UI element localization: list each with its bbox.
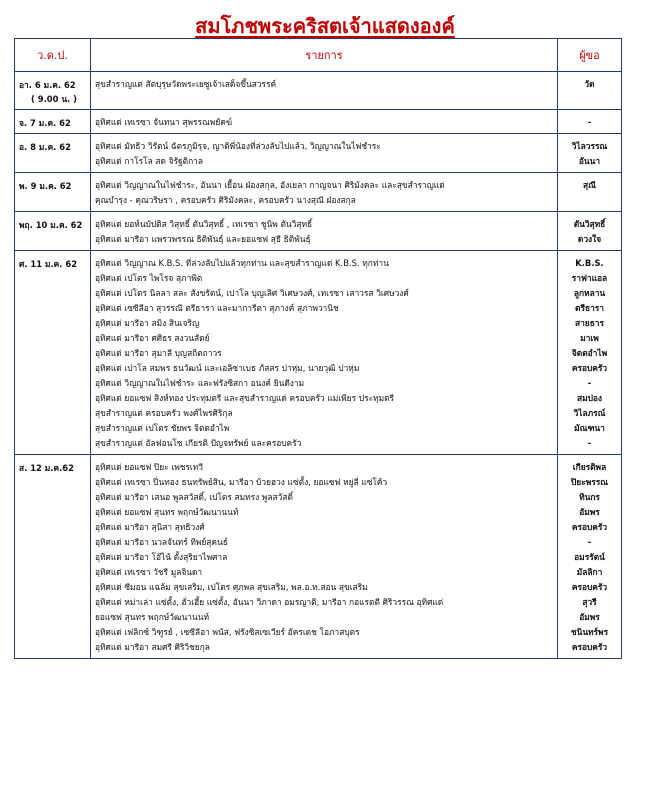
row-requester-cell [558, 72, 622, 110]
requester-name: ชนินทร์พร [570, 627, 609, 637]
requester-name: สุวรี [582, 597, 597, 607]
row-requester-cell [558, 251, 622, 455]
intention-line: อุทิศแด่ มารีอา โอ๊ไน้ ตั้งสุริยาไพศาล [95, 552, 228, 562]
table-row [15, 72, 622, 110]
requester-name: วิไลภรณ์ [573, 408, 606, 418]
table-row [15, 110, 622, 134]
row-date-cell [15, 455, 91, 659]
row-date-cell [15, 173, 91, 212]
row-date-cell [15, 134, 91, 173]
requester-name: ครอบครัว [571, 363, 608, 373]
intention-line: อุทิศแด่ เซซีลีอา สุวรรณี ตรีธารา และมาการีตา สุภางค์ สุภาพวานิช [95, 303, 339, 313]
intention-line: อุทิศแด่ มารีอา สมิง สินเจริญ [95, 318, 200, 328]
row-items-cell [91, 251, 558, 455]
requester-name: - [587, 438, 592, 448]
row-items-cell [91, 212, 558, 251]
intention-line: อุทิศแด่ เทเรซา วัชรี มูลจินดา [95, 567, 203, 577]
intention-line: อุทิศแด่ มารีอา แพรวพรรณ ธิติพันธุ์ และยอแซฟ สุธี ธิติพันธุ์ [95, 234, 311, 244]
row-requester-cell [558, 212, 622, 251]
requester-name: - [587, 117, 592, 127]
intention-line: สุขสำราญแด่ เปโตร ชัยพร จิตตอำไพ [95, 423, 230, 433]
intention-line: อุทิศแด่ เทเรซา ปิ่นทอง ธนทรัพย์สิน, มารีอา บ้วยฮวง แซ่ตั้ง, ยอแซฟ หยู่ลี่ แซ่โค้ว [95, 477, 388, 487]
intention-line: อุทิศแด่ กาโรโล สด จิรัฐติกาล [95, 156, 204, 166]
intention-line: อุทิศแด่ มารีอา ศศิธร สงวนสัตย์ [95, 333, 210, 343]
table-row [15, 173, 622, 212]
intention-line: อุทิศแด่ วิญญาณในไฟชำระ และฟรังซิสกา อนงค์ ยินดีงาม [95, 378, 305, 388]
intention-line: อุทิศแด่ เปโตร ไพโรจ สุภาพิต [95, 273, 203, 283]
row-date: อา. 6 ม.ค. 62 [19, 80, 76, 90]
requester-name: วัด [584, 79, 595, 89]
row-date: ส. 12 ม.ค.62 [19, 463, 74, 473]
intention-line: อุทิศแด่ เปโตร นิลลา สละ สังขรัตน์, เปาโล บุญเลิศ วิเศษวงศ์, เทเรซา เสาวรส วิเศษวงศ์ [95, 288, 409, 298]
requester-name: K.B.S. [575, 258, 604, 268]
intention-line: ยอแซฟ สุนทร พฤกษ์วัฒนานนท์ [95, 612, 209, 622]
row-date-cell [15, 251, 91, 455]
requester-name: สุณี [583, 180, 596, 190]
row-date: ศ. 11 ม.ค. 62 [19, 259, 78, 269]
table-row [15, 212, 622, 251]
intention-line: อุทิศแด่ มารีอา สมศรี ศิริวิชยกุล [95, 642, 210, 652]
requester-name: ตรีธารา [575, 303, 604, 313]
row-date-time: ( 9.00 น. ) [31, 94, 77, 104]
row-date-cell [15, 72, 91, 110]
requester-name: ลูกหลาน [573, 288, 606, 298]
requester-name: - [587, 537, 592, 547]
requester-name: ทินกร [579, 492, 600, 502]
table-row [15, 455, 622, 659]
row-date: จ. 7 ม.ค. 62 [19, 118, 71, 128]
header-requester: ผู้ขอ [558, 39, 622, 72]
requester-name: ครอบครัว [571, 522, 608, 532]
intention-line: อุทิศแด่ วิญญาณในไฟชำระ, อันนา เยื้อน ฝ่องสกุล, อังเยลา กาญจนา ศิริมังคละ และสุขสำราญแด่ [95, 180, 445, 190]
row-items-cell [91, 72, 558, 110]
row-date: อ. 8 ม.ค. 62 [19, 142, 71, 152]
header-items: รายการ [91, 39, 558, 72]
requester-name: ตันวิสุทธิ์ [573, 219, 606, 229]
page-title: สมโภชพระคริสตเจ้าแสดงองค์ [195, 14, 455, 38]
requester-name: สมปอง [576, 393, 603, 403]
row-requester-cell [558, 110, 622, 134]
row-requester-cell [558, 173, 622, 212]
row-date: พ. 9 ม.ค. 62 [19, 181, 72, 191]
requester-name: อัมพร [579, 612, 600, 622]
row-requester-cell [558, 455, 622, 659]
row-items-cell [91, 134, 558, 173]
requester-name: - [587, 378, 592, 388]
row-items-cell [91, 110, 558, 134]
intention-line: สุขสำราญแด่ อัลฟอนโซ เกียรติ ปัญจทรัพย์ และครอบครัว [95, 438, 302, 448]
requester-name: มาเพ [580, 333, 599, 343]
intention-line: อุทิศแด่ ซีมอน แฉล้ม สุขเสริม, เปโตร ศุภพล สุขเสริม, พล.อ.ท.สอน สุขเสริม [95, 582, 368, 592]
row-items-cell [91, 455, 558, 659]
intention-line: อุทิศแด่ เทเรซา จันทนา สุพรรณพยัคฆ์ [95, 117, 233, 127]
requester-name: อันนา [578, 156, 601, 166]
intention-line: คุณบำรุง - คุณวริษรา , ครอบครัว ศิริมังคละ, ครอบครัว นางสุณี ฝ่องสกุล [95, 195, 356, 205]
requester-name: ครอบครัว [571, 582, 608, 592]
intention-line: อุทิศแด่ มัทธิว วิรัตน์ ฉัตรภูมิรุจ, ญาติพี่น้องที่ล่วงลับไปแล้ว, วิญญาณในไฟชำระ [95, 141, 381, 151]
table-row [15, 251, 622, 455]
intention-line: อุทิศแด่ เปาโล สมพร ธนวัฒน์ และเอลิซาเบธ ภัสสร ปาหุ่ม, นายวุฒิ ปาหุ่ม [95, 363, 360, 373]
intention-line: อุทิศแด่ ยอแซฟ ปิยะ เพชรเทวี [95, 462, 204, 472]
requester-name: จิตตอำไพ [571, 348, 608, 358]
row-date-cell [15, 212, 91, 251]
row-requester-cell [558, 134, 622, 173]
row-date: พฤ. 10 ม.ค. 62 [19, 220, 83, 230]
table-row [15, 134, 622, 173]
requester-name: ราฟาแอล [571, 273, 608, 283]
intention-line: อุทิศแด่ วิญญาณ K.B.S. ที่ล่วงลับไปแล้วทุกท่าน และสุขสำราญแด่ K.B.S. ทุกท่าน [95, 258, 389, 268]
intention-line: อุทิศแด่ ยอห์นบัปติส วิสุทธิ์ ตันวิสุทธิ์ , เทเรซา ชูนิพ ตันวิสุทธิ์ [95, 219, 313, 229]
intention-line: อุทิศแด่ เฟลิกซ์ วิฑูรย์ , เซซีลีอา พนัส, ฟรังซิสเซเวียร์ อัครเดช โอภาสบุตร [95, 627, 360, 637]
row-items-cell [91, 173, 558, 212]
intention-line: อุทิศแด่ มารีอา นวลจันทร์ ทิพย์สุคนธ์ [95, 537, 228, 547]
intention-line: อุทิศแด่ มารีอา เสนอ พูลสวัสดิ์, เปโตร สมทรง พูลสวัสดิ์ [95, 492, 293, 502]
requester-name: สายธาร [574, 318, 605, 328]
intention-line: สุขสำราญแด่ สัตบุรุษวัดพระเยซูเจ้าเสด็จขึ้นสวรรค์ [95, 79, 277, 89]
requester-name: มัลลิกา [576, 567, 603, 577]
requester-name: ดวงใจ [577, 234, 602, 244]
requester-name: ครอบครัว [571, 642, 608, 652]
intention-line: อุทิศแด่ หม่าเล่า แซ่ตั้ง, ฮั่วเฮี้ย แซ่ตั้ง, อันนา วิภาดา อมรญาติ, มารีอา กอแรตตี ศิริวรรณ อุทิศแด่ [95, 597, 444, 607]
intention-line: อุทิศแด่ ยอแซฟ สิงห์ทอง ประทุมตรี และสุขสำราญแด่ ครอบครัว แม่เพียร ประทุมตรี [95, 393, 395, 403]
requester-name: ปิยะพรรณ [570, 477, 608, 487]
requester-name: วิไลวรรณ [571, 141, 608, 151]
intention-line: อุทิศแด่ มารีอา สุนิสา สุทธิวงศ์ [95, 522, 205, 532]
table-header-row [15, 39, 622, 72]
intention-line: อุทิศแด่ มารีอา สุมาลี บุญสถิตถาวร [95, 348, 222, 358]
intention-line: อุทิศแด่ ยอแซฟ สุนทร พฤกษ์วัฒนานนท์ [95, 507, 239, 517]
requester-name: มัณฑนา [574, 423, 605, 433]
requester-name: อัมพร [579, 507, 600, 517]
intention-line: สุขสำราญแด่ ครอบครัว พงศ์ไพรศิริกุล [95, 408, 233, 418]
header-date: ว.ด.ป. [15, 39, 91, 72]
mass-intentions-table [14, 38, 622, 659]
row-date-cell [15, 110, 91, 134]
requester-name: เกียรติพล [572, 462, 607, 472]
requester-name: อมรรัตน์ [574, 552, 605, 562]
